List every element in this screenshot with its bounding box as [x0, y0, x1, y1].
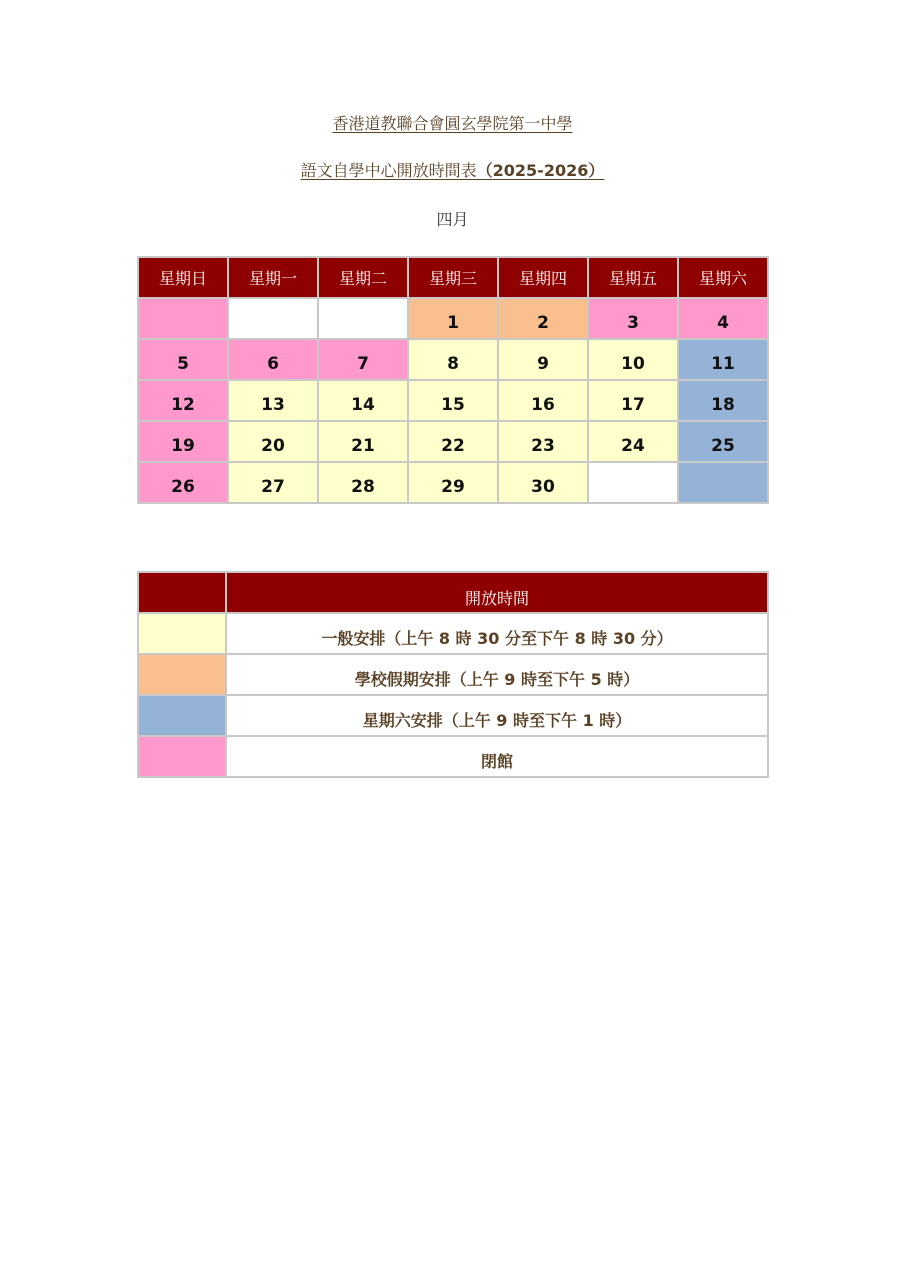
calendar-day-cell: 1 — [409, 299, 497, 338]
month-title: 四月 — [436, 210, 469, 229]
legend-table — [137, 571, 769, 778]
calendar-day-cell: 14 — [319, 381, 407, 420]
calendar-week-row — [139, 299, 767, 338]
calendar-day-cell: 23 — [499, 422, 587, 461]
legend-label-closed: 閉館 — [227, 737, 767, 776]
legend-label-school-holiday: 學校假期安排（上午 9 時至下午 5 時） — [227, 655, 767, 694]
legend-swatch-saturday — [139, 696, 225, 735]
calendar-day-cell: 9 — [499, 340, 587, 379]
calendar-day-cell: 2 — [499, 299, 587, 338]
calendar-week-row — [139, 340, 767, 379]
legend-header-row — [139, 573, 767, 612]
calendar-day-cell: 24 — [589, 422, 677, 461]
legend-header: 開放時間 — [227, 573, 767, 612]
calendar-day-cell — [589, 463, 677, 502]
calendar-day-cell: 26 — [139, 463, 227, 502]
calendar-weekday-row — [139, 258, 767, 297]
calendar-week-row — [139, 381, 767, 420]
calendar-day-cell: 16 — [499, 381, 587, 420]
weekday-sunday: 星期日 — [139, 258, 227, 297]
legend-row — [139, 614, 767, 653]
calendar-day-cell: 4 — [679, 299, 767, 338]
calendar-day-cell: 6 — [229, 340, 317, 379]
legend-row — [139, 696, 767, 735]
legend-row — [139, 737, 767, 776]
legend-swatch-school-holiday — [139, 655, 225, 694]
calendar-day-cell: 15 — [409, 381, 497, 420]
school-name: 香港道教聯合會圓玄學院第一中學 — [332, 114, 573, 133]
calendar-day-cell: 21 — [319, 422, 407, 461]
calendar-day-cell — [229, 299, 317, 338]
legend-label-saturday: 星期六安排（上午 9 時至下午 1 時） — [227, 696, 767, 735]
calendar-day-cell — [679, 463, 767, 502]
legend-label-general: 一般安排（上午 8 時 30 分至下午 8 時 30 分） — [227, 614, 767, 653]
school-title — [0, 114, 905, 134]
calendar-week-row — [139, 422, 767, 461]
calendar-day-cell: 30 — [499, 463, 587, 502]
weekday-monday: 星期一 — [229, 258, 317, 297]
calendar-day-cell — [319, 299, 407, 338]
weekday-wednesday: 星期三 — [409, 258, 497, 297]
calendar-day-cell: 27 — [229, 463, 317, 502]
weekday-tuesday: 星期二 — [319, 258, 407, 297]
calendar-day-cell: 13 — [229, 381, 317, 420]
legend-swatch-general — [139, 614, 225, 653]
calendar-day-cell: 12 — [139, 381, 227, 420]
schedule-title-text: 語文自學中心開放時間表 — [300, 161, 477, 180]
calendar-day-cell: 29 — [409, 463, 497, 502]
calendar-day-cell: 5 — [139, 340, 227, 379]
calendar-day-cell: 17 — [589, 381, 677, 420]
calendar-day-cell: 20 — [229, 422, 317, 461]
calendar-day-cell: 28 — [319, 463, 407, 502]
calendar-day-cell: 7 — [319, 340, 407, 379]
weekday-saturday: 星期六 — [679, 258, 767, 297]
calendar-week-row — [139, 463, 767, 502]
schedule-title — [0, 161, 905, 181]
calendar-day-cell: 18 — [679, 381, 767, 420]
calendar-day-cell: 25 — [679, 422, 767, 461]
calendar-table — [137, 256, 769, 504]
year-range: （2025-2026） — [476, 161, 605, 180]
calendar-day-cell: 10 — [589, 340, 677, 379]
legend-swatch-closed — [139, 737, 225, 776]
calendar-day-cell — [139, 299, 227, 338]
calendar-day-cell: 22 — [409, 422, 497, 461]
calendar-day-cell: 19 — [139, 422, 227, 461]
calendar-day-cell: 3 — [589, 299, 677, 338]
legend-row — [139, 655, 767, 694]
weekday-friday: 星期五 — [589, 258, 677, 297]
calendar-day-cell: 11 — [679, 340, 767, 379]
calendar-day-cell: 8 — [409, 340, 497, 379]
legend-header-swatch — [139, 573, 225, 612]
weekday-thursday: 星期四 — [499, 258, 587, 297]
